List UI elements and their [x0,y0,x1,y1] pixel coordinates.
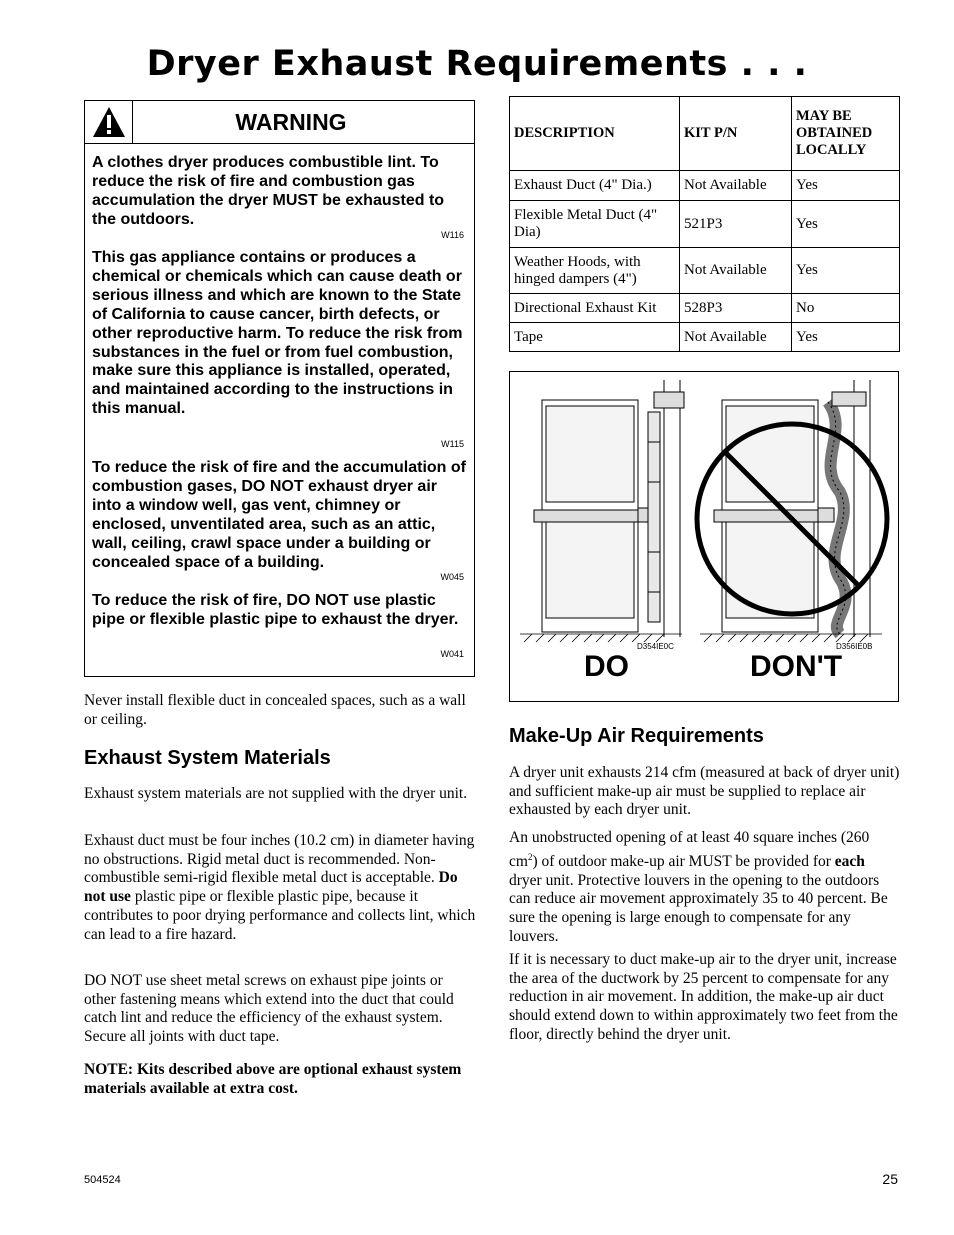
warning-text-w115: This gas appliance contains or produces a chemical or chemicals which can cause death or serious illness and which are known to the State of California to cause cancer, birth defects, or other reproductive harm. To reduce the risk from substances in the fuel or from fuel combustion, make sure this appliance is installed, operated, and maintained according to the instructions in this manual. [92,249,463,418]
warning-text-w045: To reduce the risk of fire and the accumulation of combustion gases, DO NOT exhaust dryer air into a window well, gas vent, chimney or enclosed, unventilated area, such as an attic, wall, ceiling, crawl space under a building or concealed space of a building. [92,459,466,571]
warning-title: WARNING [235,109,347,135]
table-cell: Tape [510,323,680,352]
warning-code-w116: W116 [441,230,464,240]
table-cell: No [792,294,900,323]
table-row [510,171,900,201]
warning-code-w041: W041 [440,649,464,659]
header-obtained-locally: MAY BE OBTAINED LOCALLY [792,97,900,171]
table-row [510,201,900,248]
table-cell: Flexible Metal Duct (4" Dia) [510,201,680,248]
warning-triangle-icon [85,101,133,143]
table-row [510,294,900,323]
exhaust-materials-p1: Exhaust system materials are not supplied with the dryer unit. [84,785,468,802]
header-description: DESCRIPTION [510,97,680,171]
make-up-air-p2: An unobstructed opening of at least 40 square inches (260 $cm^2$) of outdoor make-up air MUST be provided for each dryer unit. Protective louvers in the opening to the outdoors can reduce air movement approximately 35 to 40 percent. Be sure the opening is large enough to compensate for any louvers. [509,829,888,945]
table-header-row [510,97,900,171]
kit-table [509,96,900,352]
table-cell: Exhaust Duct (4" Dia.) [510,171,680,201]
warning-text-w041: To reduce the risk of fire, DO NOT use plastic pipe or flexible plastic pipe to exhaust the dryer. [92,592,459,628]
table-cell: 521P3 [680,201,792,248]
table-row [510,248,900,294]
exhaust-materials-p2: Exhaust duct must be four inches (10.2 cm) in diameter having no obstructions. Rigid metal duct is recommended. Non-combustible semi-rigid flexible metal duct is acceptable. Do not use plastic pipe or flexible plastic pipe, because it contributes to poor drying performance and collects lint, which can lead to a fire hazard. [84,832,476,943]
table-cell: Not Available [680,171,792,201]
document-number: 504524 [84,1174,121,1186]
exhaust-figure [509,371,899,702]
header-kit-pn: KIT P/N [680,97,792,171]
table-cell: Weather Hoods, with hinged dampers (4") [510,248,680,294]
exhaust-materials-p3: DO NOT use sheet metal screws on exhaust pipe joints or other fastening means which extend into the duct that could catch lint and reduce the efficiency of the exhaust system. Secure all joints with duct tape. [84,972,454,1046]
warning-code-w115: W115 [441,439,464,449]
table-row [510,323,900,352]
do-figure-code: D354IE0C [637,642,674,651]
table-cell: Yes [792,323,900,352]
make-up-air-heading: Make-Up Air Requirements [509,725,764,747]
dont-label: DON'T [750,650,843,683]
make-up-air-p3: If it is necessary to duct make-up air to the dryer unit, increase the area of the ductwork by 25 percent to compensate for any reduction in air movement. In addition, the make-up air duct should extend down to within approximately two feet from the floor, directly behind the dryer unit. [509,951,898,1043]
do-label: DO [584,650,629,683]
table-cell: 528P3 [680,294,792,323]
warning-text-w116: A clothes dryer produces combustible lint. To reduce the risk of fire and combustion gas accumulation the dryer MUST be exhausted to the outdoors. [92,154,445,228]
warning-header [85,101,474,144]
never-install-text: Never install flexible duct in concealed spaces, such as a wall or ceiling. [84,692,466,728]
exhaust-materials-heading: Exhaust System Materials [84,747,331,769]
make-up-air-p1: A dryer unit exhausts 214 cfm (measured at back of dryer unit) and sufficient make-up air must be supplied to replace air exhausted by each dryer unit. [509,764,900,819]
table-cell: Yes [792,171,900,201]
table-cell: Not Available [680,248,792,294]
table-cell: Not Available [680,323,792,352]
table-cell: Yes [792,201,900,248]
kits-note: NOTE: Kits described above are optional exhaust system materials available at extra cost. [84,1061,462,1097]
warning-box [84,100,475,677]
page-number: 25 [882,1171,898,1187]
table-cell: Yes [792,248,900,294]
table-cell: Directional Exhaust Kit [510,294,680,323]
dont-figure-code: D356IE0B [836,642,873,651]
page-title: Dryer Exhaust Requirements . . . [146,44,808,84]
warning-code-w045: W045 [440,572,464,582]
